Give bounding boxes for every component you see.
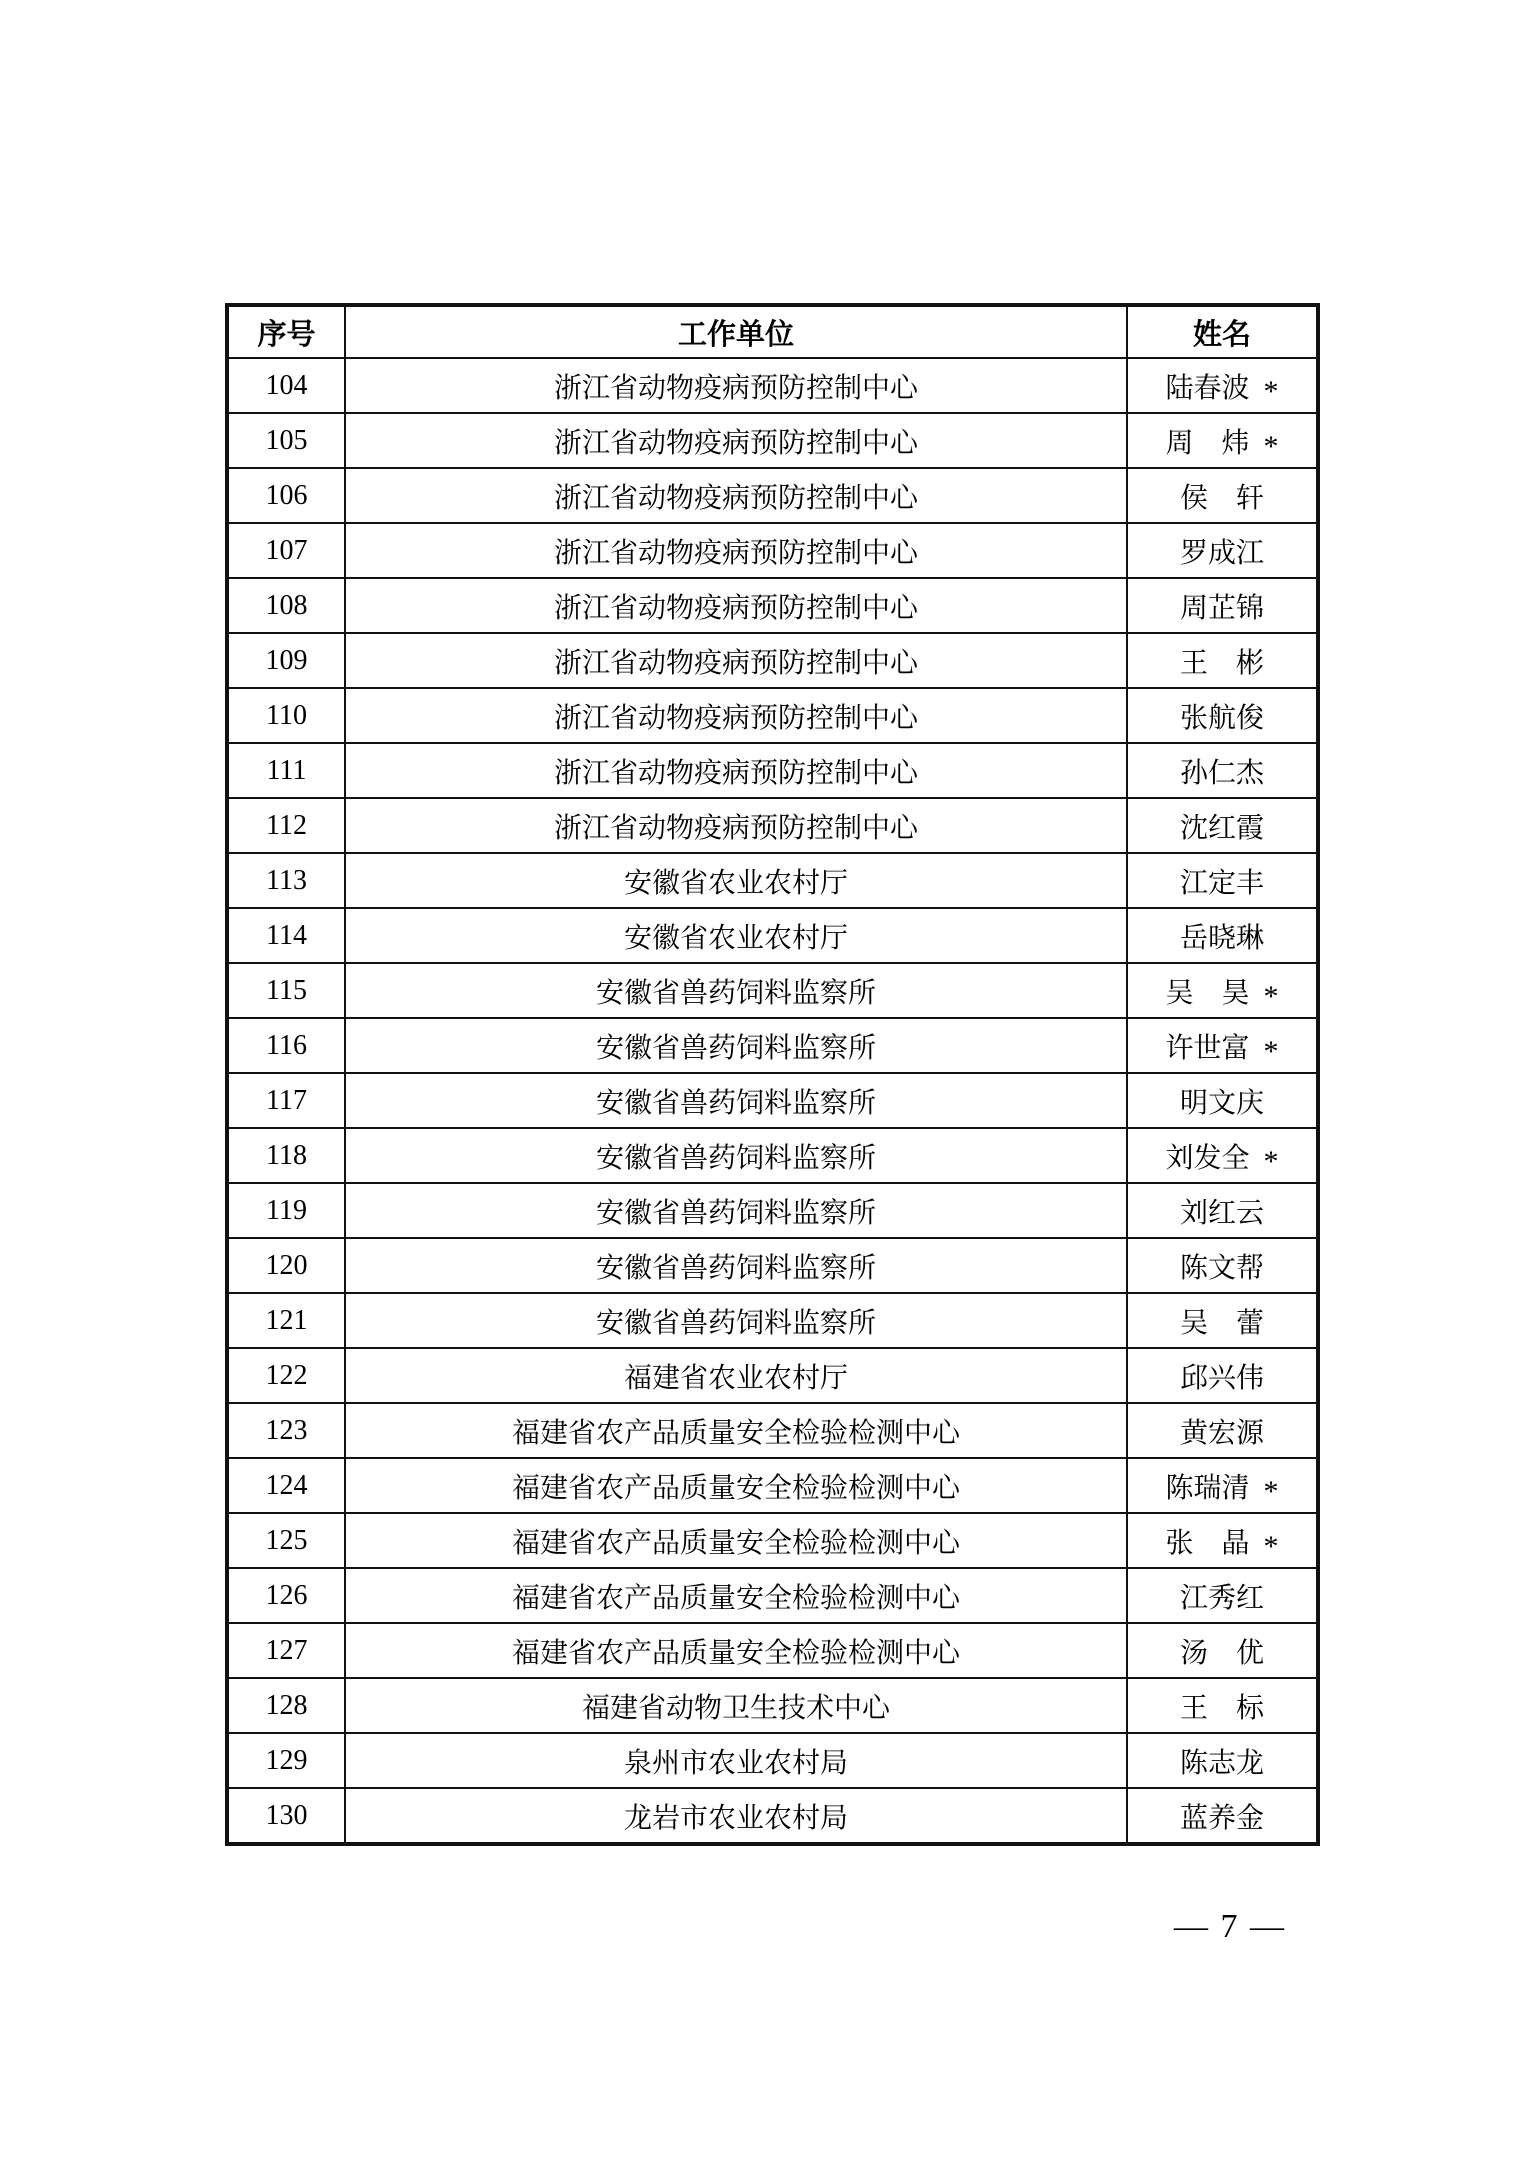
table-header-row (227, 305, 1318, 358)
serial-number-cell: 108 (227, 578, 345, 633)
serial-number-cell: 121 (227, 1293, 345, 1348)
table-row (227, 523, 1318, 578)
work-unit-cell: 浙江省动物疫病预防控制中心 (345, 798, 1127, 853)
table-row (227, 1238, 1318, 1293)
work-unit-cell: 安徽省兽药饲料监察所 (345, 1128, 1127, 1183)
work-unit-cell: 福建省农产品质量安全检验检测中心 (345, 1568, 1127, 1623)
table-row (227, 908, 1318, 963)
work-unit-cell: 浙江省动物疫病预防控制中心 (345, 633, 1127, 688)
name-cell: 罗成江 (1127, 523, 1318, 578)
serial-number-cell: 126 (227, 1568, 345, 1623)
name-cell: 汤 优 (1127, 1623, 1318, 1678)
name-cell: 周芷锦 (1127, 578, 1318, 633)
table-row (227, 633, 1318, 688)
work-unit-cell: 安徽省兽药饲料监察所 (345, 963, 1127, 1018)
name-cell: 江秀红 (1127, 1568, 1318, 1623)
star-mark: * (1263, 1529, 1279, 1563)
star-mark: * (1263, 1144, 1279, 1178)
work-unit-cell: 安徽省兽药饲料监察所 (345, 1183, 1127, 1238)
table-row (227, 413, 1318, 468)
serial-number-cell: 127 (227, 1623, 345, 1678)
table-row (227, 1403, 1318, 1458)
serial-number-cell: 111 (227, 743, 345, 798)
work-unit-cell: 福建省农产品质量安全检验检测中心 (345, 1403, 1127, 1458)
name-cell: 陈瑞清 * (1127, 1458, 1318, 1513)
table-row (227, 1293, 1318, 1348)
table-row (227, 1348, 1318, 1403)
name-cell: 王 彬 (1127, 633, 1318, 688)
work-unit-cell: 浙江省动物疫病预防控制中心 (345, 468, 1127, 523)
serial-number-cell: 107 (227, 523, 345, 578)
table-row (227, 1513, 1318, 1568)
name-cell: 江定丰 (1127, 853, 1318, 908)
serial-number-cell: 110 (227, 688, 345, 743)
work-unit-cell: 浙江省动物疫病预防控制中心 (345, 688, 1127, 743)
name-cell: 侯 轩 (1127, 468, 1318, 523)
serial-number-cell: 123 (227, 1403, 345, 1458)
serial-number-cell: 104 (227, 358, 345, 413)
name-cell: 许世富 * (1127, 1018, 1318, 1073)
serial-number-cell: 106 (227, 468, 345, 523)
work-unit-cell: 浙江省动物疫病预防控制中心 (345, 358, 1127, 413)
table-row (227, 468, 1318, 523)
serial-number-cell: 125 (227, 1513, 345, 1568)
name-cell: 孙仁杰 (1127, 743, 1318, 798)
serial-number-cell: 105 (227, 413, 345, 468)
serial-number-cell: 109 (227, 633, 345, 688)
name-cell: 陆春波 * (1127, 358, 1318, 413)
work-unit-cell: 福建省动物卫生技术中心 (345, 1678, 1127, 1733)
name-cell: 吴 昊 * (1127, 963, 1318, 1018)
table-row (227, 1788, 1318, 1844)
name-cell: 沈红霞 (1127, 798, 1318, 853)
header-serial-number: 序号 (227, 305, 345, 358)
serial-number-cell: 113 (227, 853, 345, 908)
table-row (227, 1733, 1318, 1788)
table-row (227, 1458, 1318, 1513)
name-cell: 王 标 (1127, 1678, 1318, 1733)
serial-number-cell: 117 (227, 1073, 345, 1128)
page-number: — 7 — (1174, 1908, 1286, 1945)
table-row (227, 963, 1318, 1018)
serial-number-cell: 118 (227, 1128, 345, 1183)
work-unit-cell: 福建省农产品质量安全检验检测中心 (345, 1458, 1127, 1513)
table-row (227, 798, 1318, 853)
name-cell: 岳晓琳 (1127, 908, 1318, 963)
table-row (227, 1568, 1318, 1623)
name-cell: 张 晶 * (1127, 1513, 1318, 1568)
table-row (227, 1018, 1318, 1073)
name-cell: 刘红云 (1127, 1183, 1318, 1238)
work-unit-cell: 福建省农产品质量安全检验检测中心 (345, 1623, 1127, 1678)
serial-number-cell: 116 (227, 1018, 345, 1073)
work-unit-cell: 安徽省兽药饲料监察所 (345, 1238, 1127, 1293)
name-cell: 张航俊 (1127, 688, 1318, 743)
table-row (227, 1678, 1318, 1733)
star-mark: * (1263, 1034, 1279, 1068)
serial-number-cell: 130 (227, 1788, 345, 1844)
serial-number-cell: 128 (227, 1678, 345, 1733)
table-body (227, 358, 1318, 1844)
work-unit-cell: 安徽省兽药饲料监察所 (345, 1073, 1127, 1128)
table-row (227, 578, 1318, 633)
table-row (227, 1128, 1318, 1183)
table-row (227, 1623, 1318, 1678)
serial-number-cell: 124 (227, 1458, 345, 1513)
personnel-table (225, 303, 1320, 1846)
work-unit-cell: 安徽省兽药饲料监察所 (345, 1018, 1127, 1073)
star-mark: * (1263, 429, 1279, 463)
table-row (227, 1183, 1318, 1238)
work-unit-cell: 浙江省动物疫病预防控制中心 (345, 743, 1127, 798)
work-unit-cell: 安徽省农业农村厅 (345, 908, 1127, 963)
name-cell: 刘发全 * (1127, 1128, 1318, 1183)
table-row (227, 1073, 1318, 1128)
work-unit-cell: 龙岩市农业农村局 (345, 1788, 1127, 1844)
work-unit-cell: 浙江省动物疫病预防控制中心 (345, 523, 1127, 578)
name-cell: 陈文帮 (1127, 1238, 1318, 1293)
table-row (227, 743, 1318, 798)
table-row (227, 688, 1318, 743)
serial-number-cell: 114 (227, 908, 345, 963)
name-cell: 周 炜 * (1127, 413, 1318, 468)
star-mark: * (1263, 1474, 1279, 1508)
table-row (227, 853, 1318, 908)
star-mark: * (1263, 979, 1279, 1013)
name-cell: 陈志龙 (1127, 1733, 1318, 1788)
serial-number-cell: 120 (227, 1238, 345, 1293)
name-cell: 吴 蕾 (1127, 1293, 1318, 1348)
work-unit-cell: 福建省农业农村厅 (345, 1348, 1127, 1403)
name-cell: 明文庆 (1127, 1073, 1318, 1128)
header-work-unit: 工作单位 (345, 305, 1127, 358)
work-unit-cell: 安徽省兽药饲料监察所 (345, 1293, 1127, 1348)
work-unit-cell: 浙江省动物疫病预防控制中心 (345, 413, 1127, 468)
header-name: 姓名 (1127, 305, 1318, 358)
work-unit-cell: 福建省农产品质量安全检验检测中心 (345, 1513, 1127, 1568)
serial-number-cell: 129 (227, 1733, 345, 1788)
table-row (227, 358, 1318, 413)
name-cell: 黄宏源 (1127, 1403, 1318, 1458)
work-unit-cell: 泉州市农业农村局 (345, 1733, 1127, 1788)
serial-number-cell: 119 (227, 1183, 345, 1238)
work-unit-cell: 安徽省农业农村厅 (345, 853, 1127, 908)
name-cell: 邱兴伟 (1127, 1348, 1318, 1403)
serial-number-cell: 115 (227, 963, 345, 1018)
work-unit-cell: 浙江省动物疫病预防控制中心 (345, 578, 1127, 633)
serial-number-cell: 122 (227, 1348, 345, 1403)
name-cell: 蓝养金 (1127, 1788, 1318, 1844)
star-mark: * (1263, 374, 1279, 408)
serial-number-cell: 112 (227, 798, 345, 853)
